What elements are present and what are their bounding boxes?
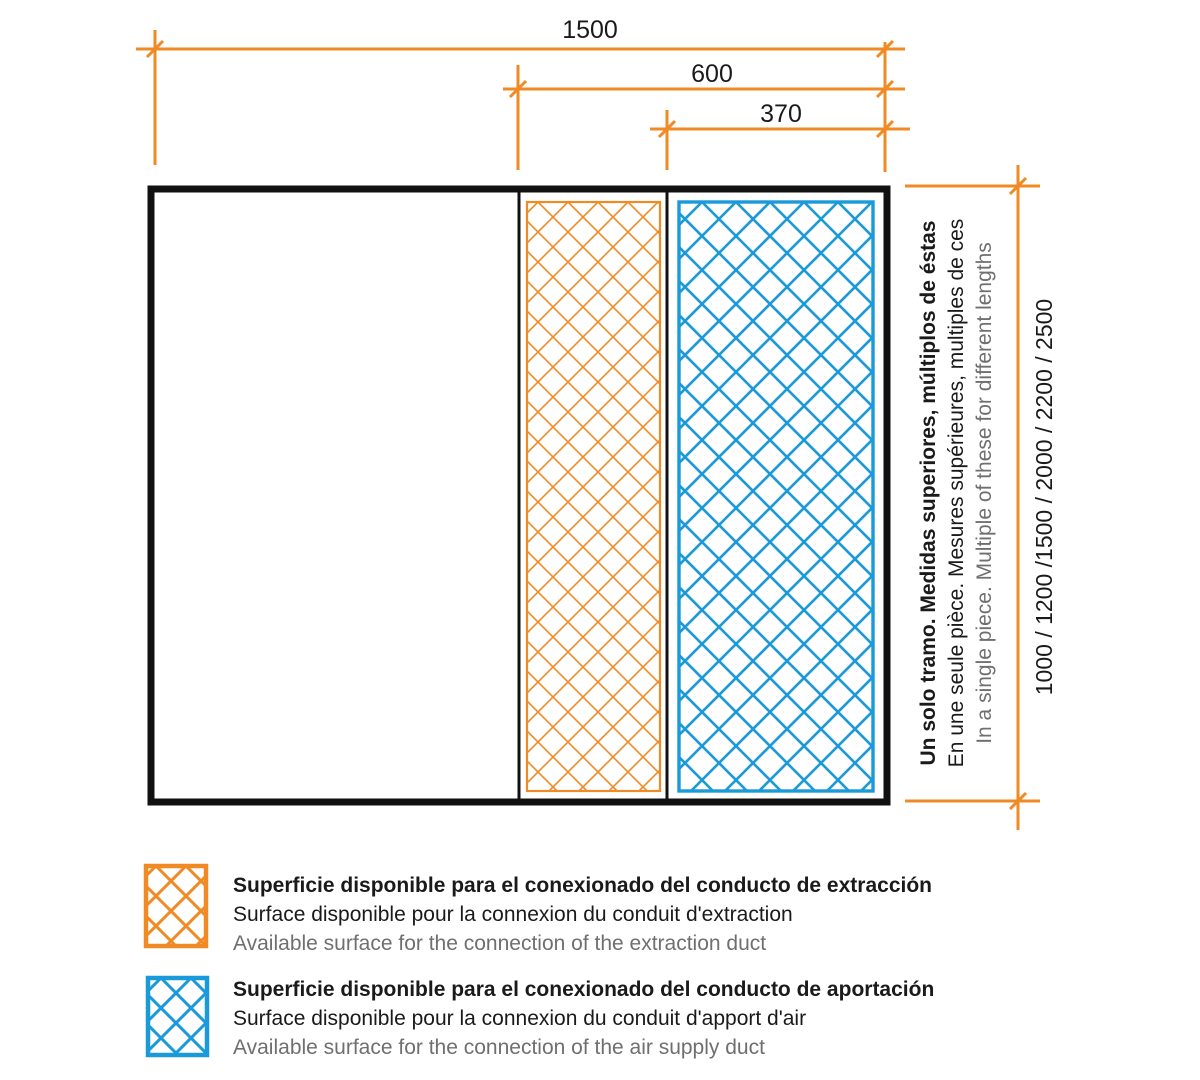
hatch-line: [46, 866, 126, 946]
hatch-line: [1138, 202, 1200, 791]
hatch-line: [974, 202, 1200, 791]
hatch-line: [0, 202, 430, 791]
hatch-line: [0, 202, 148, 791]
hatch-line: [148, 202, 737, 791]
hatch-line: [0, 202, 388, 791]
hatch-line: [66, 866, 146, 946]
hatch-line: [0, 866, 66, 946]
legend-item-extraction: [0, 866, 932, 955]
hatch-line: [114, 978, 191, 1055]
hatch-line: [0, 202, 362, 791]
legend-supply-en: Available surface for the connection of the air supply duct: [233, 1036, 765, 1059]
hatch-line: [0, 202, 90, 791]
hatch-line: [736, 202, 1200, 791]
hatch-line: [0, 202, 557, 791]
hatch-line: [192, 202, 781, 791]
hatch-line: [0, 202, 124, 791]
hatch-line: [0, 202, 478, 791]
hatch-line: [129, 202, 718, 791]
hatch-line: [238, 202, 827, 791]
side-note-en: In a single piece. Multiple of these for different lengths: [973, 242, 996, 744]
legend-extraction-en: Available surface for the connection of the extraction duct: [233, 932, 767, 955]
hatch-line: [928, 202, 1200, 791]
hatch-line: [113, 202, 702, 791]
hatch-line: [39, 202, 628, 791]
side-note-es: Un solo tramo. Medidas superiores, múltiplos de éstas: [917, 220, 940, 766]
hatch-line: [0, 202, 260, 791]
dimension-duct-zone-label: 600: [691, 60, 733, 88]
legend-extraction-es: Superficie disponible para el conexionado del conducto de extracción: [233, 874, 932, 897]
dimension-total-label: 1500: [562, 16, 618, 44]
hatch-line: [131, 978, 208, 1055]
hatch-line: [99, 202, 688, 791]
hatch-line: [0, 202, 268, 791]
hatch-line: [0, 202, 418, 791]
hatch-line: [0, 202, 566, 791]
hatch-line: [988, 202, 1200, 791]
hatch-line: [181, 202, 770, 791]
extraction-hatch: [0, 202, 1200, 791]
hatch-line: [688, 202, 1200, 791]
hatch-line: [0, 202, 464, 791]
hatch-line: [1144, 202, 1200, 791]
hatch-line: [0, 202, 328, 791]
hatch-line: [0, 202, 448, 791]
hatch-line: [0, 202, 28, 791]
hatch-line: [9, 202, 598, 791]
hatch-line: [219, 202, 808, 791]
hatch-line: [623, 202, 1200, 791]
hatch-line: [260, 202, 849, 791]
hatch-line: [1048, 202, 1200, 791]
hatch-line: [0, 202, 238, 791]
hatch-line: [0, 202, 328, 791]
hatch-line: [351, 202, 940, 791]
hatch-line: [0, 202, 532, 791]
hatch-line: [28, 202, 617, 791]
hatch-line: [0, 202, 538, 791]
hatch-line: [16, 866, 96, 946]
side-note-fr: En une seule pièce. Mesures supérieures, multiples de ces: [945, 218, 968, 768]
hatch-line: [11, 202, 600, 791]
hatch-line: [0, 202, 58, 791]
hatch-line: [1076, 202, 1200, 791]
hatch-line: [144, 978, 221, 1055]
supply-area-border: [679, 202, 873, 791]
hatch-line: [298, 202, 887, 791]
hatch-line: [215, 202, 804, 791]
hatch-line: [1168, 202, 1200, 791]
hatch-line: [118, 202, 707, 791]
hatch-line: [161, 978, 238, 1055]
hatch-line: [309, 202, 898, 791]
hatch-line: [498, 202, 1087, 791]
hatch-line: [0, 202, 587, 791]
hatch-line: [88, 202, 677, 791]
hatch-line: [0, 978, 71, 1055]
hatch-line: [24, 978, 101, 1055]
hatch-line: [45, 202, 634, 791]
hatch-line: [808, 202, 1200, 791]
hatch-line: [827, 202, 1200, 791]
hatch-line: [101, 978, 178, 1055]
legend-extraction-fr: Surface disponible pour la connexion du conduit d'extraction: [233, 903, 793, 926]
hatch-line: [339, 202, 928, 791]
hatch-line: [1110, 202, 1200, 791]
hatch-line: [268, 202, 857, 791]
hatch-line: [521, 202, 1110, 791]
hatch-line: [0, 202, 208, 791]
hatch-line: [0, 202, 158, 791]
hatch-line: [0, 202, 118, 791]
hatch-line: [0, 202, 192, 791]
hatch-line: [0, 202, 358, 791]
hatch-line: [124, 202, 713, 791]
legend-item-supply: [0, 978, 934, 1059]
hatch-line: [58, 202, 647, 791]
hatch-line: [600, 202, 1189, 791]
dimension-lengths-label: 1000 / 1200 /1500 / 2000 / 2200 / 2500: [1031, 298, 1057, 696]
hatch-line: [0, 202, 294, 791]
hatch-line: [566, 202, 1155, 791]
hatch-line: [598, 202, 1187, 791]
hatch-line: [369, 202, 958, 791]
hatch-line: [69, 202, 658, 791]
hatch-line: [0, 202, 226, 791]
legend-supply-es: Superficie disponible para el conexionado del conducto de aportación: [233, 978, 935, 1001]
hatch-line: [79, 202, 668, 791]
hatch-line: [396, 202, 985, 791]
extraction-area: [0, 202, 1200, 791]
legend-supply-fr: Surface disponible pour la connexion du conduit d'apport d'air: [233, 1007, 807, 1030]
hatch-line: [0, 202, 498, 791]
hatch-line: [1042, 202, 1200, 791]
hatch-line: [508, 202, 1097, 791]
hatch-line: [90, 202, 679, 791]
hatch-line: [317, 202, 906, 791]
hatch-line: [71, 978, 148, 1055]
hatch-line: [1178, 202, 1200, 791]
hatch-line: [0, 202, 88, 791]
hatch-line: [0, 202, 568, 791]
hatch-line: [208, 202, 797, 791]
hatch-line: [54, 978, 131, 1055]
hatch-line: [1108, 202, 1200, 791]
hatch-line: [609, 202, 1198, 791]
hatch-line: [0, 202, 508, 791]
hatch-line: [793, 202, 1200, 791]
dimension-supply-zone-label: 370: [760, 100, 802, 128]
hatch-line: [0, 202, 396, 791]
hatch-line: [0, 202, 527, 791]
hatch-line: [1078, 202, 1200, 791]
